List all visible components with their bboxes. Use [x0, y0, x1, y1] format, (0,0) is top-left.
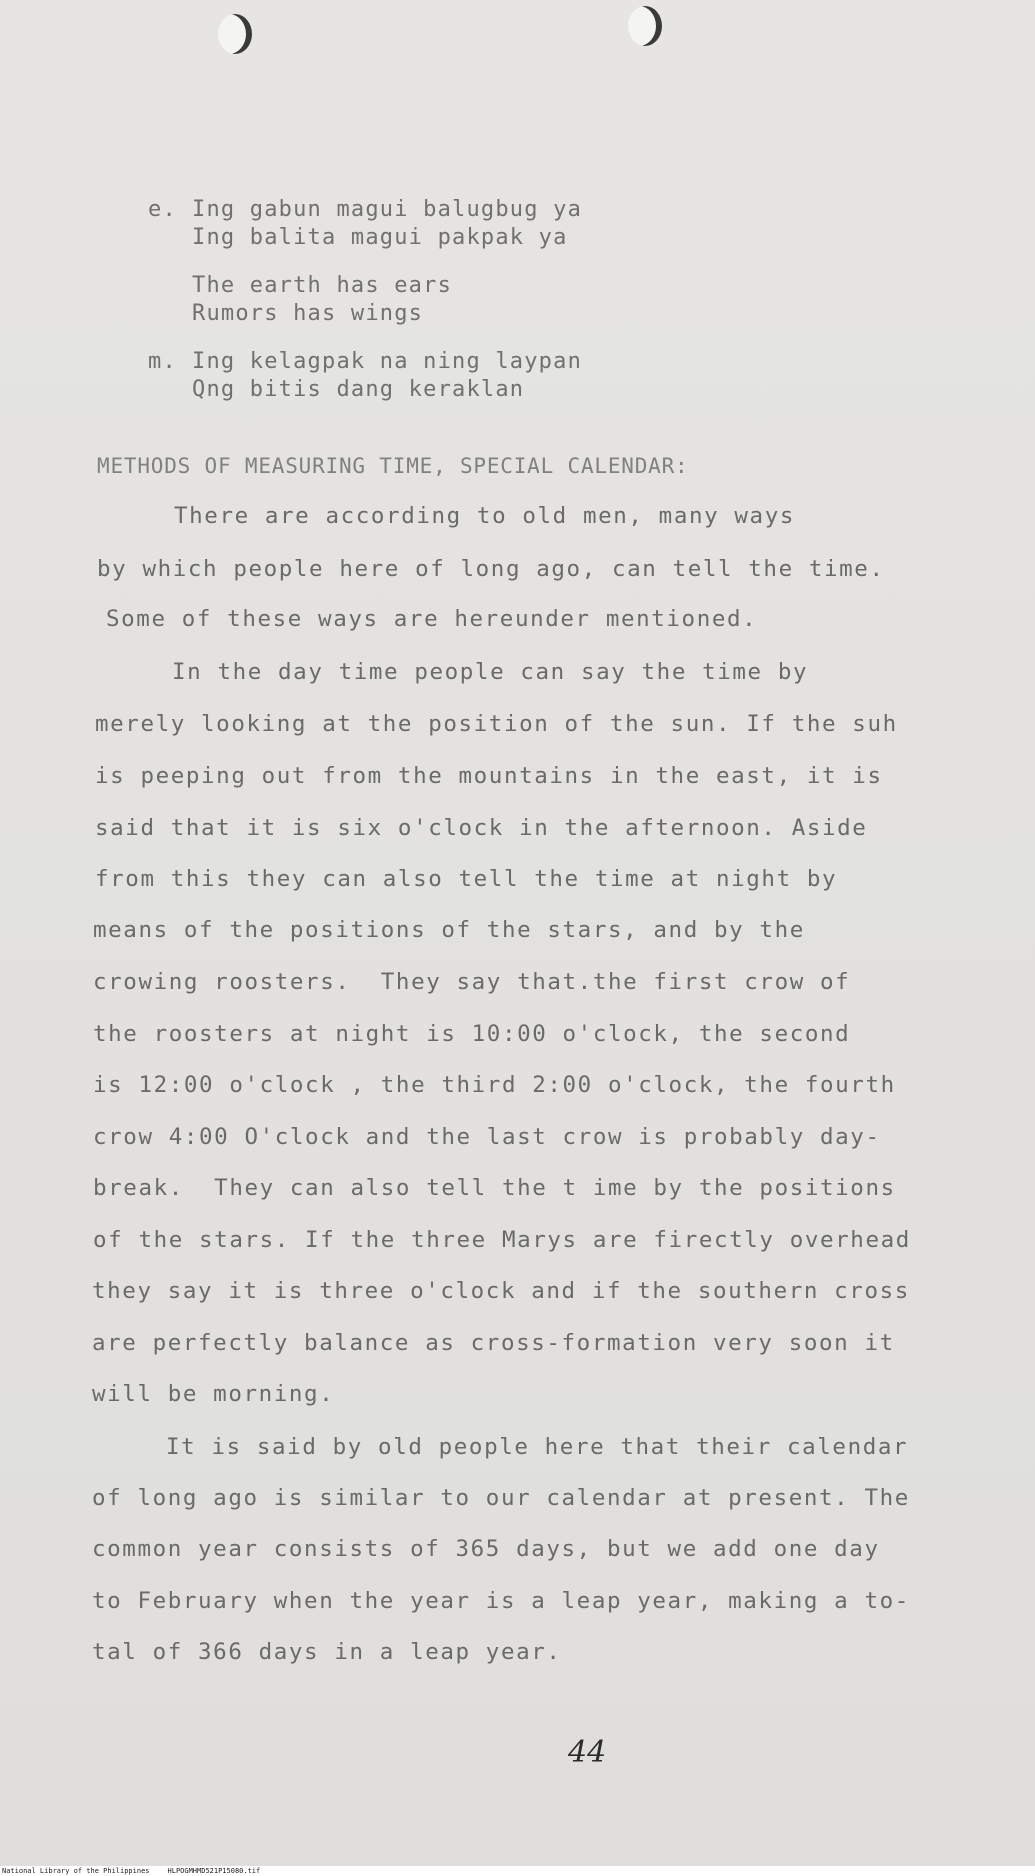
paragraph-line: It is said by old people here that their calendar: [166, 1434, 909, 1460]
paragraph-line: will be morning.: [92, 1381, 335, 1407]
proverb-line: Qng bitis dang keraklan: [192, 377, 525, 402]
paragraph-line: are perfectly balance as cross-formation very soon it: [92, 1330, 895, 1356]
proverb-line: Ing gabun magui balugbug ya: [192, 197, 583, 222]
punch-hole-right: [628, 6, 662, 46]
paragraph-line: means of the positions of the stars, and by the: [93, 917, 805, 943]
section-heading: METHODS OF MEASURING TIME, SPECIAL CALENDAR:: [97, 454, 689, 478]
footer-institution: National Library of the Philippines: [2, 1867, 150, 1875]
scan-footer: [0, 1866, 1035, 1876]
proverb-marker-m: m.: [148, 349, 177, 374]
paragraph-line: is peeping out from the mountains in the east, it is: [95, 763, 883, 789]
paragraph-line: common year consists of 365 days, but we add one day: [92, 1536, 880, 1562]
paragraph-line: by which people here of long ago, can tell the time.: [97, 556, 885, 582]
paragraph-line: break. They can also tell the t ime by the positions: [93, 1175, 896, 1201]
translation-line: The earth has ears: [192, 273, 453, 298]
paragraph-line: they say it is three o'clock and if the southern cross: [92, 1278, 910, 1304]
translation-line: Rumors has wings: [192, 301, 424, 326]
paragraph-line: the roosters at night is 10:00 o'clock, the second: [93, 1021, 851, 1047]
punch-hole-left: [218, 14, 252, 54]
page-number: 44: [568, 1735, 607, 1770]
paragraph-line: crow 4:00 O'clock and the last crow is probably day-: [93, 1124, 881, 1150]
paragraph-line: There are according to old men, many ways: [174, 503, 795, 529]
footer-filename: HLPOGMHMD521P15080.tif: [167, 1867, 261, 1875]
proverb-marker-e: e.: [148, 197, 177, 222]
proverb-line: Ing balita magui pakpak ya: [192, 225, 568, 250]
paragraph-line: Some of these ways are hereunder mentioned.: [106, 606, 758, 632]
paragraph-line: is 12:00 o'clock , the third 2:00 o'clock, the fourth: [93, 1072, 896, 1098]
paragraph-line: tal of 366 days in a leap year.: [92, 1639, 562, 1665]
paragraph-line: to February when the year is a leap year, making a to-: [92, 1588, 910, 1614]
paragraph-line: said that it is six o'clock in the afternoon. Aside: [95, 815, 868, 841]
paragraph-line: In the day time people can say the time by: [172, 659, 809, 685]
paragraph-line: of long ago is similar to our calendar at present. The: [92, 1485, 910, 1511]
paragraph-line: of the stars. If the three Marys are firectly overhead: [93, 1227, 911, 1253]
proverb-line: Ing kelagpak na ning laypan: [192, 349, 583, 374]
paragraph-line: from this they can also tell the time at night by: [95, 866, 838, 892]
paragraph-line: merely looking at the position of the sun. If the suh: [95, 711, 898, 737]
paragraph-line: crowing roosters. They say that.the first crow of: [93, 969, 851, 995]
